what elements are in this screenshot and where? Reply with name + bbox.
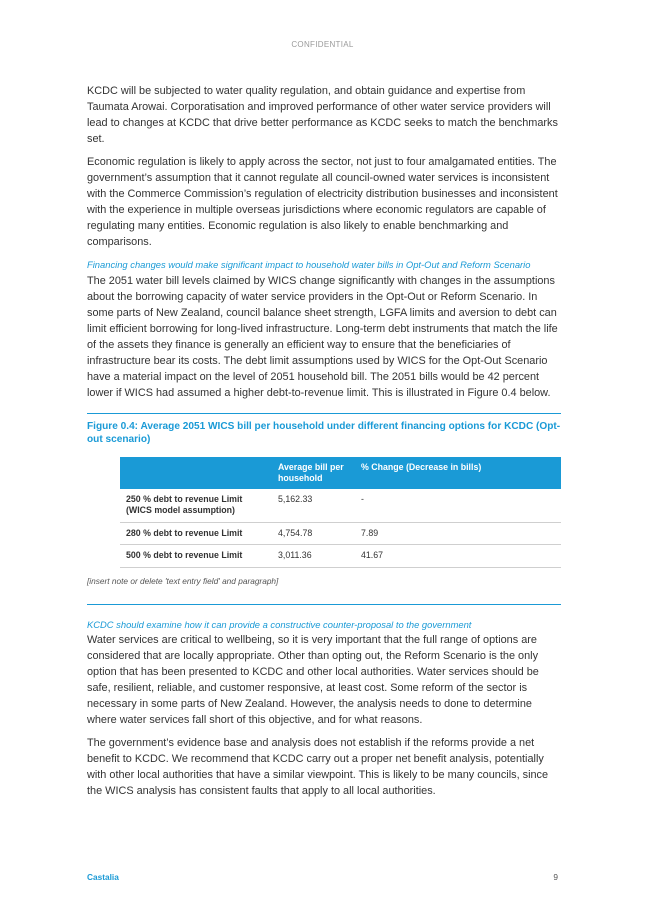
paragraph-evidence-base: The government’s evidence base and analysis does not establish if the reforms provide a net benefit to KCDC. We recommend that KCDC carry out a proper net benefit analysis, potentially with other local authorities that have a similar viewpoint. This is likely to be many councils, since the WICS analysis has consistent faults that apply to all local authorities. (87, 737, 549, 797)
row-label: 280 % debt to revenue Limit (120, 522, 272, 545)
table-row (120, 522, 561, 545)
table-header-average-bill: Average bill per household (272, 457, 355, 489)
table-row (120, 545, 561, 568)
figure-bottom-rule (87, 604, 561, 605)
figure-note: [insert note or delete 'text entry field' and paragraph] (87, 575, 279, 586)
row-percent-change: - (355, 489, 561, 523)
table-header-blank (120, 457, 272, 489)
page-number: 9 (553, 872, 558, 882)
row-average-bill: 5,162.33 (272, 489, 355, 523)
row-label: 500 % debt to revenue Limit (120, 545, 272, 568)
confidential-header: CONFIDENTIAL (291, 40, 354, 49)
page-content (87, 83, 561, 806)
paragraph-economic-regulation: Economic regulation is likely to apply across the sector, not just to four amalgamated entities. The government’s assumption that it cannot regulate all council-owned water services is inconsistent with the Commerce Commission’s regulation of electricity distribution businesses and inconsistent with the experience in multiple overseas jurisdictions where economic regulators are capable of regulating many entities. Economic regulation is also likely to enable benchmarking and comparisons. (87, 156, 558, 248)
row-average-bill: 3,011.36 (272, 545, 355, 568)
table-header-row (120, 457, 561, 489)
row-label: 250 % debt to revenue Limit (WICS model assumption) (120, 489, 272, 523)
table-header-percent-change: % Change (Decrease in bills) (355, 457, 561, 489)
figure-top-rule (87, 413, 561, 414)
paragraph-taumata-arowai: KCDC will be subjected to water quality regulation, and obtain guidance and expertise from Taumata Arowai. Corporatisation and improved performance of other water service providers will lead to changes at KCDC that drive better performance as KCDC seeks to match the benchmarks set. (87, 85, 558, 145)
financing-options-table (120, 457, 561, 568)
subheading-financing-changes: Financing changes would make significant impact to household water bills in Opt-Out and Reform Scenario (87, 259, 531, 270)
footer-brand: Castalia (87, 872, 119, 882)
paragraph-water-services-critical: Water services are critical to wellbeing, so it is very important that the full range of options are considered that are locally appropriate. Other than opting out, the Reform Scenario is the only option that has been presented to KCDC and other local authorities. Water services should be safe, resilient, reliable, and customer responsive, at least cost. Some reform of the sector is necessary in some parts of New Zealand. However, the analysis needs to done to determine where water services fall short of this objective, and for what reasons. (87, 634, 539, 726)
row-average-bill: 4,754.78 (272, 522, 355, 545)
figure-caption: Figure 0.4: Average 2051 WICS bill per household under different financing options for KCDC (Opt-out scenario) (87, 420, 561, 445)
row-percent-change: 41.67 (355, 545, 561, 568)
paragraph-water-bill-levels: The 2051 water bill levels claimed by WICS change significantly with changes in the assumptions about the borrowing capacity of water service providers in the Opt-Out or Reform Scenario. In some parts of New Zealand, council balance sheet strength, LGFA limits and aversion to debt can limit efficient borrowing for long-lived infrastructure. Long-term debt instruments that match the life of the assets they finance is generally an efficient way to ensure that the beneficiaries of infrastructure bear its costs. The debt limit assumptions used by WICS for the Opt-Out Scenario have a material impact on the level of 2051 household bill. The 2051 bills would be 42 percent lower if WICS had assumed a higher debt-to-revenue limit. This is illustrated in Figure 0.4 below. (87, 274, 558, 399)
table-row (120, 489, 561, 523)
subheading-counter-proposal: KCDC should examine how it can provide a constructive counter-proposal to the government (87, 618, 472, 630)
row-percent-change: 7.89 (355, 522, 561, 545)
